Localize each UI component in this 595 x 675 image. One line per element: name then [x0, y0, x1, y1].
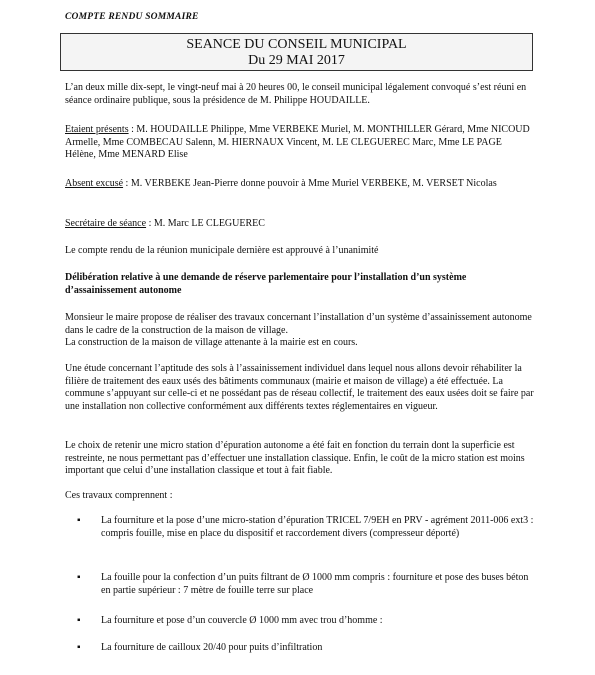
presents-paragraph	[65, 124, 535, 162]
bullet-icon: ▪	[77, 642, 81, 653]
document-header-label: COMPTE RENDU SOMMAIRE	[65, 12, 199, 22]
presents-text: : M. HOUDAILLE Philippe, Mme VERBEKE Muriel, M. MONTHILLER Gérard, Mme NICOUD Armelle, Mme COMBECAU Salenn, M. HIERNAUX Vincent, M. LE CLEGUEREC Marc, Mme LE PAGE Hélène, Mme MENARD Elise	[65, 124, 530, 161]
list-item	[65, 642, 540, 655]
soil-study-paragraph: Une étude concernant l’aptitude des sols à l’assainissement individuel dans lequel nous allons devoir réhabiliter la filière de traitement des eaux usés des bâtiments communaux (mairie et maison de village) a été effectuée. La commune s’appuyant sur celle-ci et ne possédant pas de réseau collectif, le traitement des eaux usées doit se faire par une installation non collective conformément aux différents textes réglementaires en vigueur.	[65, 363, 534, 412]
list-item-text: La fouille pour la confection d’un puits filtrant de Ø 1000 mm compris : fourniture et pose des buses béton en partie supérieur : 7 mètre de fouille terre sur place	[101, 572, 529, 596]
approval-paragraph: Le compte rendu de la réunion municipale dernière est approuvé à l’unanimité	[65, 245, 379, 256]
micro-station-choice-paragraph: Le choix de retenir une micro station d’épuration autonome a été fait en fonction du terrain dont la superficie est restreinte, ne nous permettant pas d’effectuer une installation classique. Enfin, le coût de la micro station est moins important que celui d’une installation classique et tout à fait fiable.	[65, 440, 525, 477]
secretary-label: Secrétaire de séance	[65, 218, 147, 229]
deliberation-paragraph-1	[65, 312, 535, 350]
absent-paragraph	[65, 178, 535, 191]
title-line-2: Du 29 MAI 2017	[248, 53, 345, 68]
deliberation-paragraph-1-second-line: La construction de la maison de village attenante à la mairie est en cours.	[65, 337, 358, 349]
secretary-paragraph	[65, 218, 535, 231]
works-intro: Ces travaux comprennent :	[65, 490, 173, 501]
intro-paragraph: L’an deux mille dix-sept, le vingt-neuf mai à 20 heures 00, le conseil municipal légalement convoqué s’est réuni en séance ordinaire publique, sous la présidence de M. Philippe HOUDAILLE.	[65, 82, 527, 106]
deliberation-title	[65, 272, 535, 297]
secretary-text: : M. Marc LE CLEGUEREC	[146, 218, 265, 229]
list-item-text: La fourniture et la pose d’une micro-station d’épuration TRICEL 7/9EH en PRV - agrément 2011-006 ext3 : compris fouille, mise en place du dispositif et raccordement divers (compresseur déporté)	[101, 515, 534, 539]
presents-label: Etaient présents	[65, 124, 129, 135]
list-item	[65, 515, 540, 540]
bullet-icon: ▪	[77, 515, 81, 526]
list-item	[65, 615, 540, 628]
list-item-text: La fourniture de cailloux 20/40 pour puits d’infiltration	[101, 642, 323, 653]
deliberation-title-text: Délibération relative à une demande de réserve parlementaire pour l’installation d’un système d’assainissement autonome	[65, 272, 467, 296]
bullet-icon: ▪	[77, 572, 81, 583]
title-box	[60, 33, 533, 71]
absent-text: : M. VERBEKE Jean-Pierre donne pouvoir à Mme Muriel VERBEKE, M. VERSET Nicolas	[123, 178, 497, 189]
absent-label: Absent excusé	[65, 178, 124, 189]
title-line-1: SEANCE DU CONSEIL MUNICIPAL	[186, 37, 407, 52]
deliberation-paragraph-1-text: Monsieur le maire propose de réaliser des travaux concernant l’installation d’un système d’assainissement autonome dans le cadre de la construction de la maison de village.	[65, 312, 532, 336]
list-item	[65, 572, 540, 597]
list-item-text: La fourniture et pose d’un couvercle Ø 1000 mm avec trou d’homme :	[101, 615, 383, 626]
bullet-icon: ▪	[77, 615, 81, 626]
